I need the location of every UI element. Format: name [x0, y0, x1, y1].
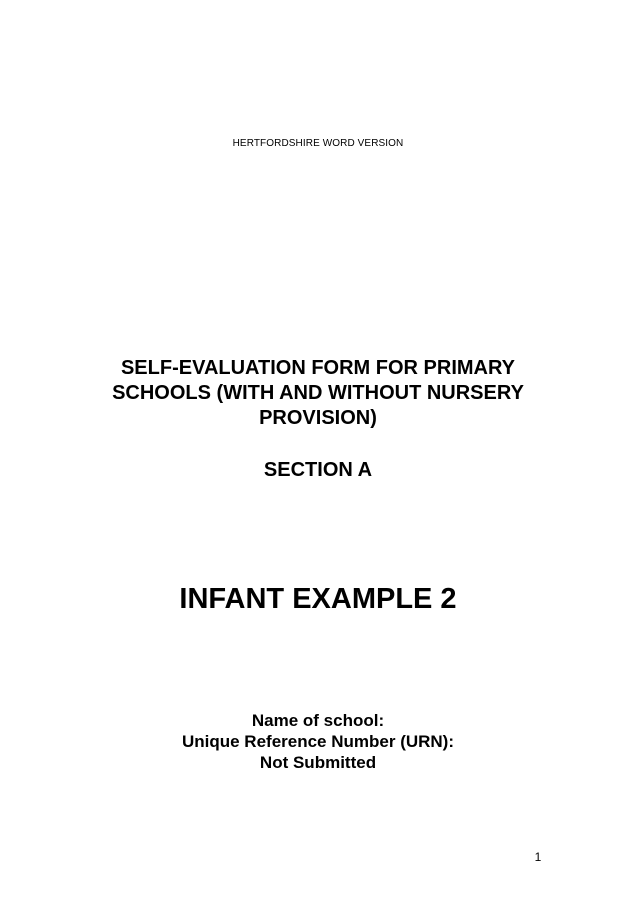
example-title: INFANT EXAMPLE 2	[179, 583, 457, 615]
header-note: HERTFORDSHIRE WORD VERSION	[232, 138, 404, 149]
school-name-label: Name of school:	[251, 711, 385, 730]
title-line: SCHOOLS (WITH AND WITHOUT NURSERY	[112, 382, 524, 404]
submission-status: Not Submitted	[259, 753, 377, 772]
school-info	[0, 710, 636, 773]
urn-label: Unique Reference Number (URN):	[181, 732, 455, 751]
page-number: 1	[534, 850, 542, 864]
section-heading: SECTION A	[263, 459, 373, 481]
title-line: PROVISION)	[259, 407, 377, 429]
document-title	[60, 356, 576, 431]
title-line: SELF-EVALUATION FORM FOR PRIMARY	[120, 357, 516, 379]
